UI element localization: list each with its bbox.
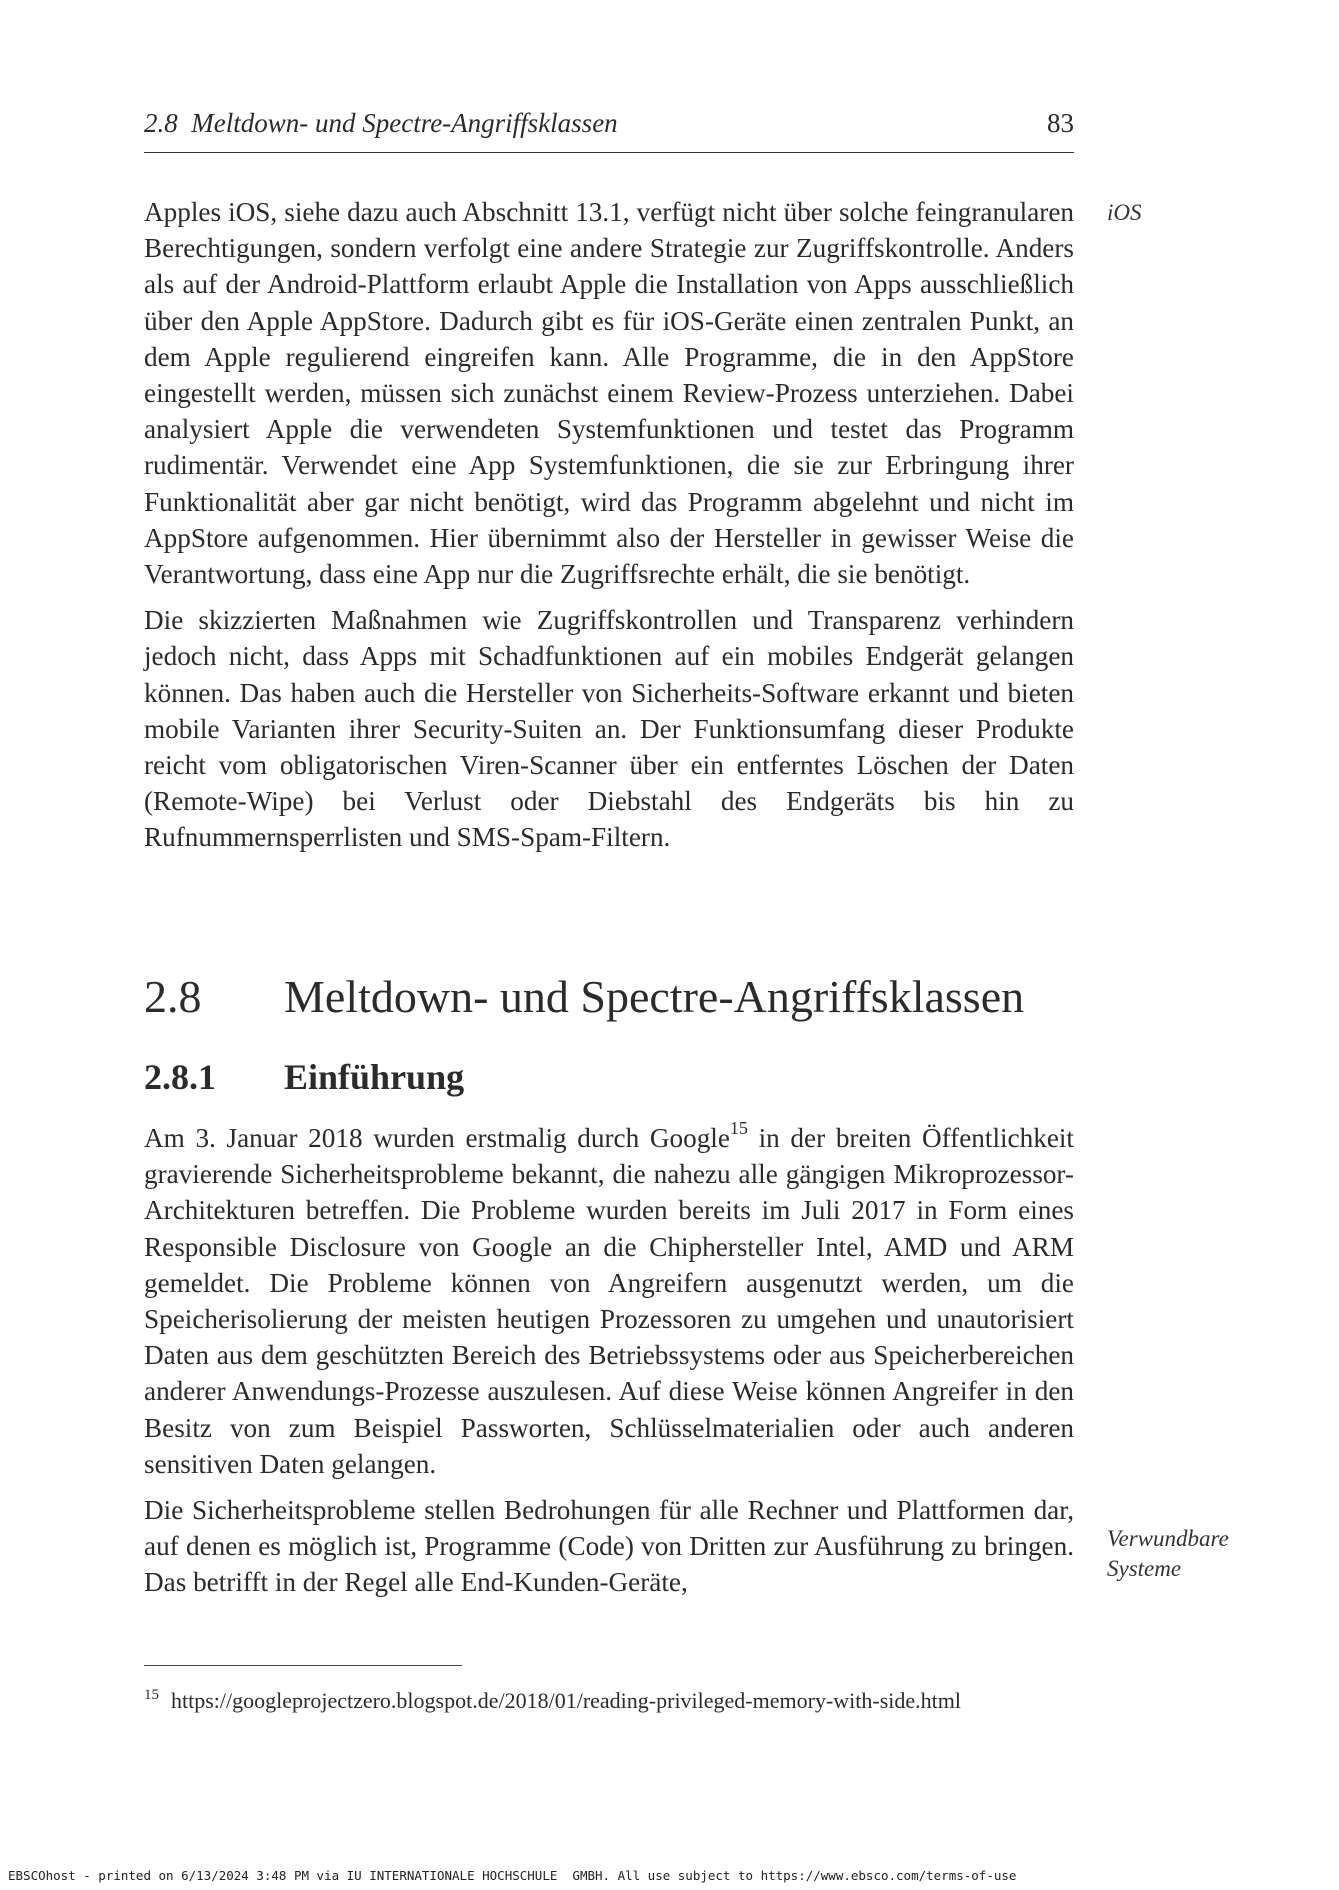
- running-header: [144, 108, 1074, 153]
- footnote: [144, 1686, 1004, 1715]
- margin-note-vulnerable-systems: [1107, 1524, 1287, 1584]
- margin-note-vulnerable-line2: Systeme: [1107, 1556, 1182, 1581]
- section-number: 2.8: [144, 971, 202, 1022]
- body-text-bottom: [144, 1120, 1074, 1611]
- footnote-number: 15: [144, 1687, 159, 1703]
- paragraph-security-suites: Die skizzierten Maßnahmen wie Zugriffskontrollen und Transparenz verhindern jedoch nicht, dass Apps mit Schadfunktionen auf ein mobiles Endgerät gelangen können. Das haben auch die Hersteller von Sicherheits-Software erkannt und bieten mobile Varianten ihrer Security-Suiten an. Der Funktionsumfang dieser Produkte reicht vom obligatorischen Viren-Scanner über ein entferntes Löschen der Daten (Remote-Wipe) bei Verlust oder Diebstahl des Endgeräts bis hin zu Rufnummernsperrlisten und SMS-Spam-Filtern.: [144, 605, 1074, 853]
- margin-note-vulnerable-line1: Verwundbare: [1107, 1526, 1229, 1551]
- footnote-reference: 15: [729, 1118, 748, 1138]
- subsection-heading: [144, 1056, 464, 1098]
- margin-note-ios-text: iOS: [1107, 200, 1142, 225]
- section-title: Meltdown- und Spectre-Angriffsklassen: [284, 971, 1025, 1022]
- footnote-rule: [144, 1665, 462, 1666]
- print-notice: EBSCOhost - printed on 6/13/2024 3:48 PM via IU INTERNATIONALE HOCHSCHULE GMBH. All use subject to https://www.ebsco.com/terms-of-use: [8, 1868, 1017, 1883]
- subsection-number: 2.8.1: [144, 1057, 216, 1097]
- footnote-link[interactable]: https://googleprojectzero.blogspot.de/2018/01/reading-privileged-memory-with-side.html: [171, 1688, 961, 1713]
- paragraph-introduction-rest: in der breiten Öffentlichkeit gravierende Sicherheitsprobleme bekannt, die nahezu alle gängigen Mikroprozessor-Architekturen betreffen. Die Probleme wurden bereits im Juli 2017 in Form eines Responsible Disclosure von Google an die Chiphersteller Intel, AMD und ARM gemeldet. Die Probleme können von Angreifern ausgenutzt werden, um die Speicherisolierung der meisten heutigen Prozessoren zu umgehen und unautorisiert Daten aus dem geschützten Bereich des Betriebssystems oder aus Speicherbereichen anderer Anwendungs-Prozesse auszulesen. Auf diese Weise können Angreifer in den Besitz von zum Beispiel Passworten, Schlüsselmaterialien oder auch anderen sensitiven Daten gelangen.: [144, 1123, 1074, 1479]
- page-number: 83: [1047, 108, 1074, 138]
- section-heading: [144, 970, 1024, 1023]
- paragraph-introduction-start: Am 3. Januar 2018 wurden erstmalig durch Google: [144, 1123, 730, 1153]
- subsection-title: Einführung: [284, 1057, 465, 1097]
- paragraph-introduction: [144, 1120, 1074, 1482]
- paragraph-vulnerable-systems: Die Sicherheitsprobleme stellen Bedrohungen für alle Rechner und Plattformen dar, auf denen es möglich ist, Programme (Code) von Dritten zur Ausführung zu bringen. Das betrifft in der Regel alle End-Kunden-Geräte,: [144, 1495, 1074, 1598]
- paragraph-ios: Apples iOS, siehe dazu auch Abschnitt 13.1, verfügt nicht über solche feingranularen Berechtigungen, sondern verfolgt eine andere Strategie zur Zugriffskontrolle. Anders als auf der Android-Plattform erlaubt Apple die Installation von Apps ausschließlich über den Apple AppStore. Dadurch gibt es für iOS-Geräte einen zentralen Punkt, an dem Apple regulierend eingreifen kann. Alle Programme, die in den AppStore eingestellt werden, müssen sich zunächst einem Review-Prozess unterziehen. Dabei analysiert Apple die verwendeten Systemfunktionen und testet das Programm rudimentär. Verwendet eine App Systemfunktionen, die sie zur Erbringung ihrer Funktionalität aber gar nicht benötigt, wird das Programm abgelehnt und nicht im AppStore aufgenommen. Hier übernimmt also der Hersteller in gewisser Weise die Verantwortung, dass eine App nur die Zugriffsrechte erhält, die sie benötigt.: [144, 197, 1074, 590]
- running-header-title: 2.8 Meltdown- und Spectre-Angriffsklassen: [144, 108, 618, 138]
- margin-note-ios: [1107, 198, 1287, 228]
- body-text-top: [144, 194, 1074, 866]
